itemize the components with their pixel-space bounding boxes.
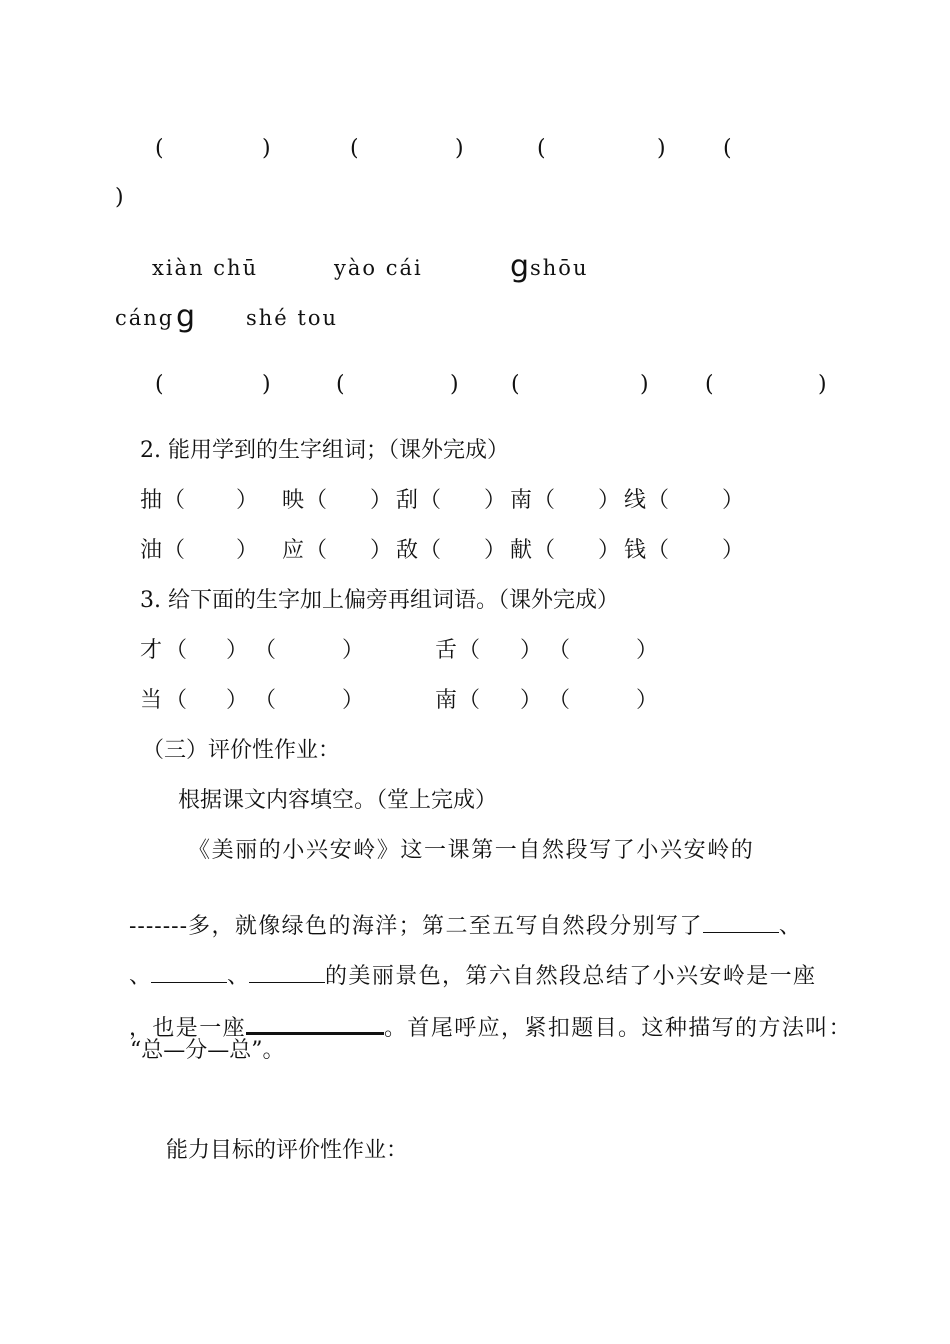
question-3-title: 3. 给下面的生字加上偏旁再组词语。（课外完成） [140,588,619,613]
paren-close: ） [226,638,249,663]
paren-close: ） [484,488,507,513]
character: 应 [282,538,305,563]
paren-open: （ [533,488,556,513]
character: 映 [282,488,305,513]
fill-blank[interactable] [151,962,227,983]
paren-open: （ [458,688,481,713]
paren-close: ） [598,538,621,563]
paren-open: ( [537,136,546,161]
pinyin-word: cáng [115,306,175,330]
paren-close: ) [262,372,271,397]
pinyin-letter: g [510,249,530,284]
fill-blank[interactable] [246,1012,384,1035]
paren-open: ( [705,372,714,397]
paragraph-line-2 [115,890,801,938]
paren-close: ） [598,488,621,513]
paren-open: （ [548,688,571,713]
paren-close: ） [484,538,507,563]
line-text: 多，就像绿色的海洋；第二至五写自然段分别写了 [188,914,703,939]
character: 献 [510,538,533,563]
paren-open: （ [163,488,186,513]
paragraph-line-3 [115,940,816,988]
line-text: ，也是一座 [129,1016,247,1041]
paren-open: （ [305,488,328,513]
paren-open: （ [305,538,328,563]
paren-close: ) [818,372,827,397]
paren-close: ） [636,688,659,713]
paren-open: （ [647,488,670,513]
paren-close: ) [262,136,271,161]
paren-close: ） [520,688,543,713]
paren-close: ） [722,538,745,563]
character: 线 [624,488,647,513]
line-text: 、 [129,964,152,989]
line-text: 。首尾呼应，紧扣题目。这种描写的方法叫： [384,1016,853,1041]
paren-open: ( [336,372,345,397]
paren-open: （ [548,638,571,663]
line-text: 、 [227,964,250,989]
paragraph-line-1: 《美丽的小兴安岭》这一课第一自然段写了小兴安岭的 [188,838,755,863]
paren-close: ） [636,638,659,663]
paren-open: （ [254,638,277,663]
paren-close: ) [455,136,464,161]
blank-dashes: ------- [129,914,189,939]
question-2-title: 2. 能用学到的生字组词；（课外完成） [140,438,509,463]
paren-open: （ [419,538,442,563]
paren-open: （ [647,538,670,563]
pinyin-letter: g [176,299,196,334]
paren-close: ） [236,538,259,563]
character: 舌 [435,638,458,663]
paren-open: ( [511,372,520,397]
paren-open: （ [165,688,188,713]
paren-close: ) [640,372,649,397]
instruction: 根据课文内容填空。（堂上完成） [178,788,498,813]
pinyin-word: shōu [530,256,589,280]
paren-close: ） [236,488,259,513]
paren-close: ） [342,638,365,663]
character: 南 [510,488,533,513]
line-text: 的美丽景色，第六自然段总结了小兴安岭是一座 [325,964,817,989]
paren-close: ） [226,688,249,713]
line-text: 、 [778,914,801,939]
character: 钱 [624,538,647,563]
paren-open: ( [350,136,359,161]
paren-close: ） [370,488,393,513]
character: 才 [140,638,163,663]
fill-blank[interactable] [249,962,325,983]
character: 当 [140,688,163,713]
paren-close: ) [450,372,459,397]
paren-close: ) [657,136,666,161]
paragraph-line-5: “总—分—总”。 [130,1038,285,1063]
paren-close: ） [342,688,365,713]
paragraph-line-4 [115,990,852,1040]
paren-open: ( [723,136,732,161]
character: 南 [435,688,458,713]
paren-open: （ [458,638,481,663]
character: 敌 [396,538,419,563]
paren-open: （ [419,488,442,513]
character: 抽 [140,488,163,513]
paren-open: （ [163,538,186,563]
paren-open: ( [155,372,164,397]
character: 刮 [396,488,419,513]
paren-open: （ [254,688,277,713]
fill-blank[interactable] [703,912,779,933]
paren-close: ） [520,638,543,663]
paren-open: ( [155,136,164,161]
paren-close: ） [722,488,745,513]
paren-open: （ [533,538,556,563]
section-heading: （三）评价性作业： [142,738,341,763]
paren-open: （ [165,638,188,663]
pinyin-word: shé tou [246,306,339,330]
ability-heading: 能力目标的评价性作业： [166,1138,409,1163]
pinyin-word: xiàn chū [152,256,259,280]
paren-close: ） [370,538,393,563]
paren-close: ) [115,185,124,210]
character: 油 [140,538,163,563]
pinyin-word: yào cái [334,256,423,280]
